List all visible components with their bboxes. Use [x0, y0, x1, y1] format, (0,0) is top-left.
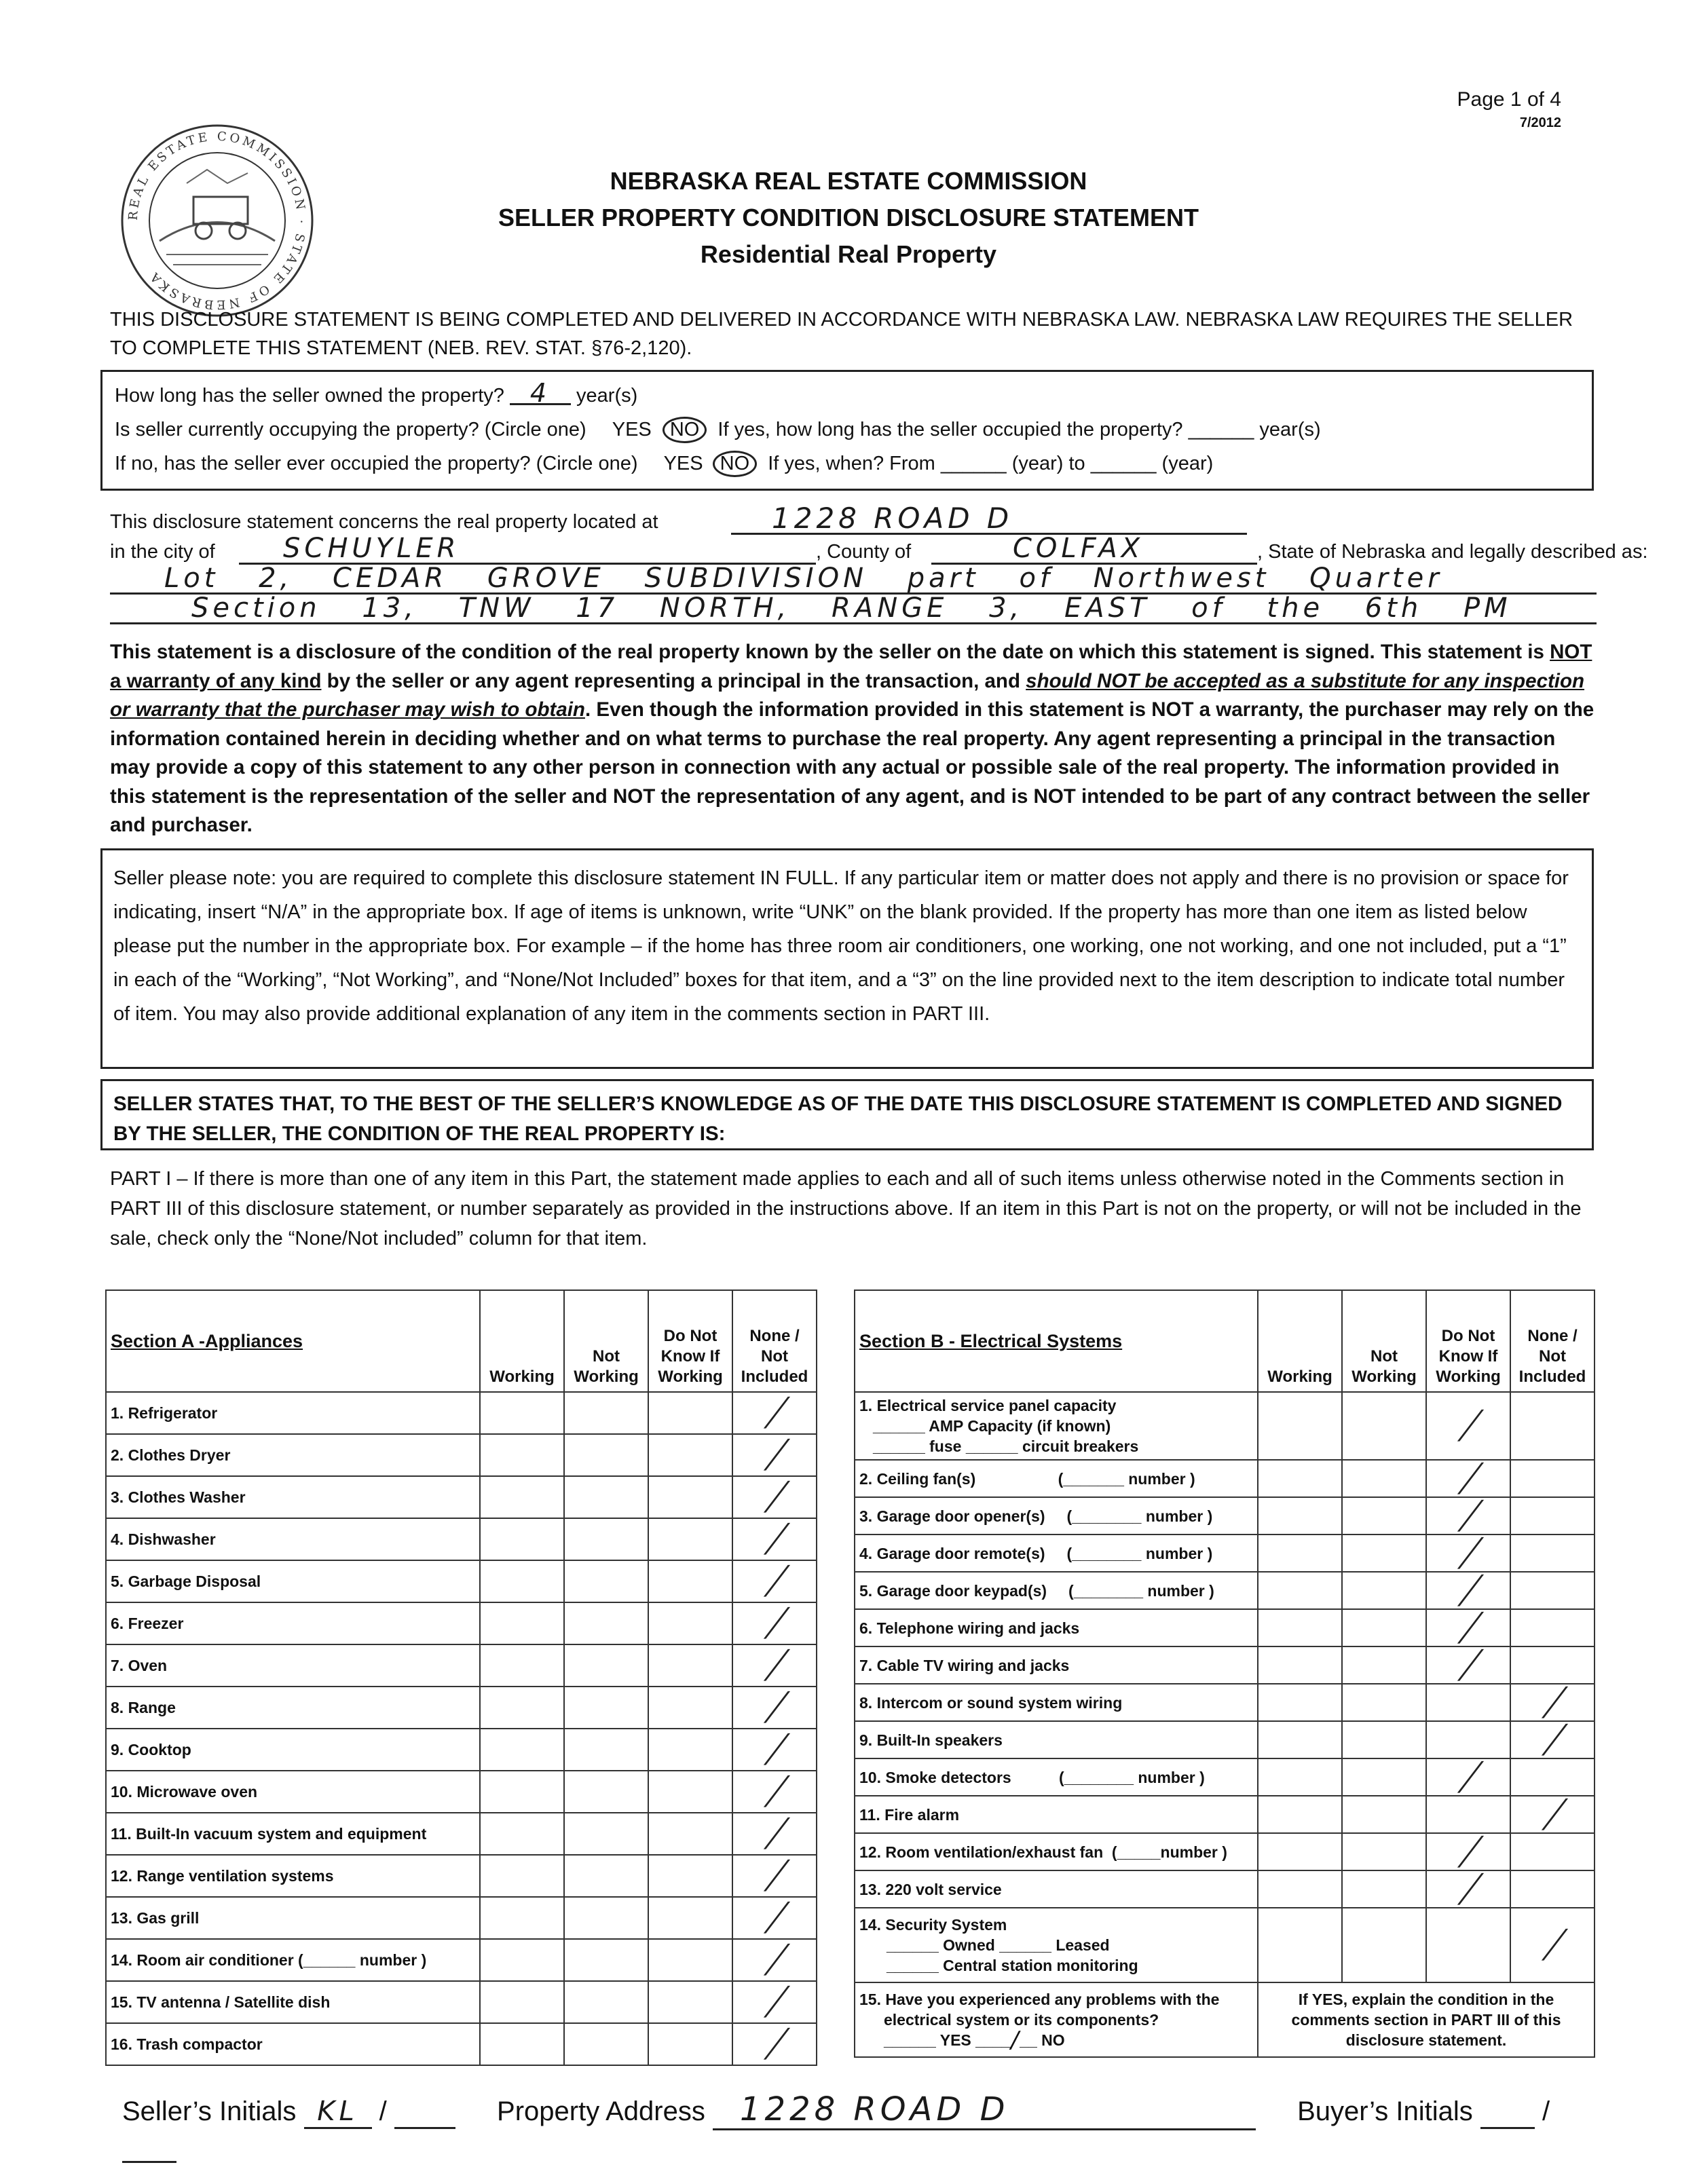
a-dont-know-cell[interactable] — [648, 1602, 732, 1644]
appliance-label: 1. Refrigerator — [106, 1392, 480, 1434]
a-working-cell[interactable] — [480, 1644, 564, 1687]
buyer-initials-label: Buyer’s Initials — [1297, 2096, 1473, 2126]
appliance-label: 12. Range ventilation systems — [106, 1855, 480, 1897]
address-field[interactable]: 1228 ROAD D — [772, 502, 1013, 535]
city-label: in the city of — [110, 541, 215, 563]
section-b-row — [855, 1833, 1595, 1870]
electrical-item-label: 9. Built-In speakers — [855, 1721, 1258, 1758]
b-not-working-cell[interactable] — [1342, 1870, 1426, 1908]
b-none-cell[interactable] — [1510, 1646, 1595, 1684]
disclosure-text-2: by the seller or any agent representing a principal in the transaction, and — [321, 669, 1026, 692]
appliance-label: 14. Room air conditioner (______ number ) — [106, 1939, 480, 1981]
b1-not-working-cell[interactable] — [1342, 1392, 1426, 1460]
section-b-row — [855, 1535, 1595, 1572]
a-dont-know-cell[interactable] — [648, 1644, 732, 1687]
b14-not-working-cell[interactable] — [1342, 1908, 1426, 1982]
security-system-label: 14. Security System — [859, 1916, 1007, 1934]
electrical-panel-label: 1. Electrical service panel capacity — [859, 1397, 1117, 1414]
security-system-field[interactable]: ______ Owned ______ Leased — [887, 1936, 1110, 1954]
a-dont-know-cell[interactable] — [648, 2023, 732, 2065]
security-system-item — [855, 1908, 1258, 1982]
b-dont-know-cell[interactable] — [1426, 1684, 1510, 1721]
b-none-cell[interactable]: ╱ — [1510, 1721, 1595, 1758]
section-b-row — [855, 1870, 1595, 1908]
seal-text: REAL ESTATE COMMISSION · STATE OF NEBRASKA — [126, 129, 309, 312]
b-dont-know-cell[interactable]: ╱ — [1426, 1535, 1510, 1572]
section-b-item-15-row — [855, 1982, 1595, 2057]
part-1-intro: PART I – If there is more than one of any item in this Part, the statement made applies to each and all of such items unless otherwise noted in the Comments section in PART III of this disclosure statement, or number separately as provided in the instructions above. If an item in this Part is not on the property, or will not be included in the sale, check only the “None/Not included” column for that item. — [110, 1168, 1582, 1249]
a-working-cell[interactable] — [480, 1560, 564, 1602]
section-a-row — [106, 1476, 817, 1518]
b-dont-know-cell[interactable]: ╱ — [1426, 1460, 1510, 1497]
a-dont-know-cell[interactable] — [648, 1897, 732, 1939]
b14-dont-know-cell[interactable] — [1426, 1908, 1510, 1982]
a-not-working-cell[interactable] — [564, 1729, 648, 1771]
a-none-cell[interactable]: ╱ — [732, 1392, 817, 1434]
appliance-label: 15. TV antenna / Satellite dish — [106, 1981, 480, 2023]
col-not-working-header: Not Working — [564, 1290, 648, 1392]
section-a-row — [106, 1518, 817, 1560]
a-not-working-cell[interactable] — [564, 1939, 648, 1981]
section-b-row — [855, 1572, 1595, 1609]
section-a-row — [106, 1981, 817, 2023]
a-not-working-cell[interactable] — [564, 1771, 648, 1813]
electrical-problems-answer[interactable]: ______ YES ____╱__ NO — [884, 2031, 1065, 2049]
form-subtitle: Residential Real Property — [700, 240, 997, 268]
section-b-item-14-row — [855, 1908, 1595, 1982]
b-working-cell[interactable] — [1258, 1796, 1342, 1833]
col-not-working-header: Not Working — [1342, 1290, 1426, 1392]
b-working-cell[interactable] — [1258, 1758, 1342, 1796]
section-b-row — [855, 1460, 1595, 1497]
b-not-working-cell[interactable] — [1342, 1497, 1426, 1535]
col-working-header: Working — [480, 1290, 564, 1392]
b-none-cell[interactable]: ╱ — [1510, 1796, 1595, 1833]
b-working-cell[interactable] — [1258, 1646, 1342, 1684]
b1-working-cell[interactable] — [1258, 1392, 1342, 1460]
a-dont-know-cell[interactable] — [648, 1939, 732, 1981]
fuse-breakers-field[interactable]: ______ fuse ______ circuit breakers — [873, 1437, 1139, 1455]
col-none-header: None / Not Included — [1510, 1290, 1595, 1392]
electrical-problems-note: If YES, explain the condition in the comments section in PART III of this disclosure statement. — [1258, 1982, 1595, 2057]
a-not-working-cell[interactable] — [564, 1602, 648, 1644]
seller-note-box — [100, 848, 1594, 1069]
a-not-working-cell[interactable] — [564, 1392, 648, 1434]
electrical-item-label: 12. Room ventilation/exhaust fan (_____number ) — [855, 1833, 1258, 1870]
electrical-item-label: 2. Ceiling fan(s) (_______ number ) — [855, 1460, 1258, 1497]
a-none-cell[interactable]: ╱ — [732, 1476, 817, 1518]
section-b-row — [855, 1497, 1595, 1535]
appliance-label: 9. Cooktop — [106, 1729, 480, 1771]
b-none-cell[interactable] — [1510, 1609, 1595, 1646]
a-not-working-cell[interactable] — [564, 1813, 648, 1855]
b-working-cell[interactable] — [1258, 1460, 1342, 1497]
b-working-cell[interactable] — [1258, 1497, 1342, 1535]
page-info — [1457, 88, 1561, 131]
a-none-cell[interactable]: ╱ — [732, 1687, 817, 1729]
a-not-working-cell[interactable] — [564, 1434, 648, 1476]
electrical-item-label: 3. Garage door opener(s) (________ number ) — [855, 1497, 1258, 1535]
b-working-cell[interactable] — [1258, 1535, 1342, 1572]
seller-note-text: Seller please note: you are required to complete this disclosure statement IN FULL. If any particular item or matter does not apply and there is no provision or space for indicating, insert “N/A” in the appropriate box. If age of items is unknown, write “UNK” on the blank provided. If the property has more than one item as listed below please put the number in the appropriate box. For example – if the home has three room air conditioners, one working, one not working, and one not included, put a “1” in each of the “Working”, “Not Working”, and “None/Not Included” boxes for that item, and a “3” on the line provided next to the item description to indicate total number of item. You may also provide additional explanation of any item in the comments section in PART III. — [113, 867, 1569, 1025]
b1-dont-know-cell[interactable]: ╱ — [1426, 1392, 1510, 1460]
electrical-item-label: 6. Telephone wiring and jacks — [855, 1609, 1258, 1646]
legal-description-line-2[interactable]: Section 13, TNW 17 NORTH, RANGE 3, EAST of the 6th PM — [191, 592, 1512, 624]
b-dont-know-cell[interactable]: ╱ — [1426, 1609, 1510, 1646]
a-not-working-cell[interactable] — [564, 1855, 648, 1897]
seller-initials-field-2[interactable] — [394, 2096, 455, 2129]
b-not-working-cell[interactable] — [1342, 1796, 1426, 1833]
a-working-cell[interactable] — [480, 1813, 564, 1855]
section-a-row — [106, 1687, 817, 1729]
a-working-cell[interactable] — [480, 1518, 564, 1560]
b-working-cell[interactable] — [1258, 1609, 1342, 1646]
section-a-row — [106, 2023, 817, 2065]
b14-working-cell[interactable] — [1258, 1908, 1342, 1982]
section-b-row — [855, 1609, 1595, 1646]
appliance-label: 5. Garbage Disposal — [106, 1560, 480, 1602]
b-working-cell[interactable] — [1258, 1721, 1342, 1758]
col-none-header: None / Not Included — [732, 1290, 817, 1392]
a-none-cell[interactable]: ╱ — [732, 1813, 817, 1855]
section-a-appliances-table — [105, 1289, 817, 2066]
appliance-label: 3. Clothes Washer — [106, 1476, 480, 1518]
b-none-cell[interactable] — [1510, 1460, 1595, 1497]
law-statement: THIS DISCLOSURE STATEMENT IS BEING COMPLETED AND DELIVERED IN ACCORDANCE WITH NEBRASKA LAW. NEBRASKA LAW REQUIRES THE SELLER TO COMPLETE THIS STATEMENT (NEB. REV. STAT. §76-2,120). — [110, 309, 1573, 359]
appliance-label: 4. Dishwasher — [106, 1518, 480, 1560]
section-a-row — [106, 1729, 817, 1771]
section-b-row — [855, 1796, 1595, 1833]
form-header — [0, 163, 1697, 273]
ever-occupied-no-option-circled[interactable]: NO — [713, 451, 758, 477]
a-none-cell[interactable]: ╱ — [732, 1981, 817, 2023]
appliance-label: 13. Gas grill — [106, 1897, 480, 1939]
page-footer: Seller’s Initials KL / Property Address 1228 ROAD D Buyer’s Initials / — [122, 2090, 1582, 2163]
section-a-row — [106, 1560, 817, 1602]
county-field[interactable]: COLFAX — [1013, 533, 1144, 564]
section-a-title: Section A -Appliances — [106, 1290, 480, 1392]
section-b-row — [855, 1721, 1595, 1758]
a-not-working-cell[interactable] — [564, 1981, 648, 2023]
electrical-item-label: 5. Garage door keypad(s) (________ number ) — [855, 1572, 1258, 1609]
a-none-cell[interactable]: ╱ — [732, 1518, 817, 1560]
occupying-no-option-circled[interactable]: NO — [663, 417, 707, 443]
a-none-cell[interactable]: ╱ — [732, 2023, 817, 2065]
b-dont-know-cell[interactable]: ╱ — [1426, 1646, 1510, 1684]
b-dont-know-cell[interactable]: ╱ — [1426, 1870, 1510, 1908]
a-not-working-cell[interactable] — [564, 2023, 648, 2065]
b-not-working-cell[interactable] — [1342, 1684, 1426, 1721]
electrical-item-label: 4. Garage door remote(s) (________ number ) — [855, 1535, 1258, 1572]
section-b-title: Section B - Electrical Systems — [855, 1290, 1258, 1392]
section-a-row — [106, 1392, 817, 1434]
a-working-cell[interactable] — [480, 1687, 564, 1729]
section-a-row — [106, 1855, 817, 1897]
a-none-cell[interactable]: ╱ — [732, 1434, 817, 1476]
col-working-header: Working — [1258, 1290, 1342, 1392]
a-dont-know-cell[interactable] — [648, 1729, 732, 1771]
amp-capacity-field[interactable]: ______ AMP Capacity (if known) — [873, 1417, 1111, 1435]
b-dont-know-cell[interactable]: ╱ — [1426, 1497, 1510, 1535]
property-address-field[interactable]: 1228 ROAD D — [713, 2090, 1256, 2130]
section-a-row — [106, 1813, 817, 1855]
a-working-cell[interactable] — [480, 1771, 564, 1813]
a-working-cell[interactable] — [480, 1939, 564, 1981]
a-dont-know-cell[interactable] — [648, 1813, 732, 1855]
b14-none-cell[interactable]: ╱ — [1510, 1908, 1595, 1982]
b-none-cell[interactable]: ╱ — [1510, 1684, 1595, 1721]
disclosure-text-3: . Even though the information provided in this statement is NOT a warranty, the purchaser may rely on the information contained herein in deciding whether and on what terms to purchase the real property. Any agent representing a principal in the transaction may provide a copy of this statement to any other person in connection with any actual or possible sale of the real property. The information provided in this statement is the representation of the seller and NOT the representation of any agent, and is NOT intended to be part of any contract between the seller and purchaser. — [110, 698, 1595, 836]
b-none-cell[interactable] — [1510, 1497, 1595, 1535]
form-title: SELLER PROPERTY CONDITION DISCLOSURE STATEMENT — [498, 204, 1199, 231]
electrical-item-label: 7. Cable TV wiring and jacks — [855, 1646, 1258, 1684]
b-working-cell[interactable] — [1258, 1833, 1342, 1870]
section-a-row — [106, 1644, 817, 1687]
b-none-cell[interactable] — [1510, 1535, 1595, 1572]
seller-initials-field[interactable]: KL — [304, 2096, 372, 2129]
occupying-yes-option[interactable]: YES — [612, 419, 652, 440]
a-dont-know-cell[interactable] — [648, 1560, 732, 1602]
section-a-row — [106, 1897, 817, 1939]
section-a-row — [106, 1939, 817, 1981]
b-not-working-cell[interactable] — [1342, 1758, 1426, 1796]
b-not-working-cell[interactable] — [1342, 1721, 1426, 1758]
a-working-cell[interactable] — [480, 1602, 564, 1644]
b-not-working-cell[interactable] — [1342, 1460, 1426, 1497]
a-working-cell[interactable] — [480, 2023, 564, 2065]
b-not-working-cell[interactable] — [1342, 1833, 1426, 1870]
a-not-working-cell[interactable] — [564, 1518, 648, 1560]
electrical-item-label: 11. Fire alarm — [855, 1796, 1258, 1833]
section-b-row — [855, 1684, 1595, 1721]
appliance-label: 11. Built-In vacuum system and equipment — [106, 1813, 480, 1855]
section-a-header-row — [106, 1290, 817, 1392]
buyer-initials-field-2[interactable] — [122, 2130, 176, 2163]
b-not-working-cell[interactable] — [1342, 1646, 1426, 1684]
appliance-label: 8. Range — [106, 1687, 480, 1729]
occupying-question — [115, 417, 1321, 443]
form-date: 7/2012 — [1519, 115, 1561, 130]
electrical-problems-label: electrical system or its components? — [884, 2011, 1159, 2029]
electrical-item-label: 13. 220 volt service — [855, 1870, 1258, 1908]
a-none-cell[interactable]: ╱ — [732, 1602, 817, 1644]
b-not-working-cell[interactable] — [1342, 1572, 1426, 1609]
occupying-label: Is seller currently occupying the property? (Circle one) — [115, 419, 586, 440]
section-b-row — [855, 1646, 1595, 1684]
a-none-cell[interactable]: ╱ — [732, 1855, 817, 1897]
b-none-cell[interactable] — [1510, 1758, 1595, 1796]
concerns-label: This disclosure statement concerns the real property located at — [110, 511, 658, 533]
a-dont-know-cell[interactable] — [648, 1392, 732, 1434]
a-dont-know-cell[interactable] — [648, 1476, 732, 1518]
owned-duration-unit: year(s) — [576, 385, 638, 407]
a-dont-know-cell[interactable] — [648, 1518, 732, 1560]
seller-initials-label: Seller’s Initials — [122, 2096, 297, 2126]
ever-occupied-when-text: If yes, when? From ______ (year) to ______ (year) — [768, 453, 1214, 474]
owned-duration-field[interactable]: 4 — [510, 383, 571, 405]
a-working-cell[interactable] — [480, 1855, 564, 1897]
b-dont-know-cell[interactable]: ╱ — [1426, 1833, 1510, 1870]
a-not-working-cell[interactable] — [564, 1644, 648, 1687]
appliance-label: 7. Oven — [106, 1644, 480, 1687]
appliance-label: 16. Trash compactor — [106, 2023, 480, 2065]
a-dont-know-cell[interactable] — [648, 1434, 732, 1476]
b-not-working-cell[interactable] — [1342, 1609, 1426, 1646]
b1-none-cell[interactable] — [1510, 1392, 1595, 1460]
a-working-cell[interactable] — [480, 1476, 564, 1518]
a-none-cell[interactable]: ╱ — [732, 1771, 817, 1813]
appliance-label: 10. Microwave oven — [106, 1771, 480, 1813]
electrical-item-label: 8. Intercom or sound system wiring — [855, 1684, 1258, 1721]
b-dont-know-cell[interactable]: ╱ — [1426, 1758, 1510, 1796]
ownership-box — [100, 370, 1594, 491]
occupying-duration-text: If yes, how long has the seller occupied the property? ______ year(s) — [717, 419, 1321, 440]
a-none-cell[interactable]: ╱ — [732, 1560, 817, 1602]
property-address-label: Property Address — [497, 2096, 705, 2126]
section-b-row — [855, 1758, 1595, 1796]
a-dont-know-cell[interactable] — [648, 1771, 732, 1813]
disclosure-paragraph — [110, 638, 1597, 840]
not-substitute-text: should NOT be accepted as a substitute for any inspection or warranty that the purchaser may wish to obtain — [110, 669, 1585, 721]
security-system-field[interactable]: ______ Central station monitoring — [887, 1957, 1138, 1974]
b-working-cell[interactable] — [1258, 1684, 1342, 1721]
section-a-row — [106, 1434, 817, 1476]
a-none-cell[interactable]: ╱ — [732, 1939, 817, 1981]
electrical-problems-question — [855, 1982, 1258, 2057]
b-working-cell[interactable] — [1258, 1572, 1342, 1609]
a-not-working-cell[interactable] — [564, 1560, 648, 1602]
a-not-working-cell[interactable] — [564, 1687, 648, 1729]
section-a-row — [106, 1771, 817, 1813]
a-dont-know-cell[interactable] — [648, 1855, 732, 1897]
electrical-panel-item — [855, 1392, 1258, 1460]
b-dont-know-cell[interactable] — [1426, 1796, 1510, 1833]
seller-states-text: SELLER STATES THAT, TO THE BEST OF THE SELLER’S KNOWLEDGE AS OF THE DATE THIS DISCLOSURE STATEMENT IS COMPLETED AND SIGNED BY THE SELLER, THE CONDITION OF THE REAL PROPERTY IS: — [113, 1093, 1563, 1145]
disclosure-text-1: This statement is a disclosure of the condition of the real property known by the seller on the date on which this statement is signed. This statement is — [110, 641, 1550, 663]
a-not-working-cell[interactable] — [564, 1897, 648, 1939]
state-label: , State of Nebraska and legally described as: — [1257, 541, 1648, 563]
a-working-cell[interactable] — [480, 1981, 564, 2023]
b-not-working-cell[interactable] — [1342, 1535, 1426, 1572]
a-working-cell[interactable] — [480, 1392, 564, 1434]
ever-occupied-question — [115, 451, 1213, 477]
section-b-item-1-row — [855, 1392, 1595, 1460]
appliance-label: 2. Clothes Dryer — [106, 1434, 480, 1476]
ever-occupied-yes-option[interactable]: YES — [663, 453, 703, 474]
a-dont-know-cell[interactable] — [648, 1687, 732, 1729]
electrical-problems-label: 15. Have you experienced any problems with the — [859, 1991, 1220, 2008]
a-not-working-cell[interactable] — [564, 1476, 648, 1518]
b-none-cell[interactable] — [1510, 1572, 1595, 1609]
owned-duration-question — [115, 378, 638, 408]
seller-states-box — [100, 1079, 1594, 1150]
commission-title: NEBRASKA REAL ESTATE COMMISSION — [610, 167, 1087, 195]
appliance-label: 6. Freezer — [106, 1602, 480, 1644]
legal-description-line-1[interactable]: Lot 2, CEDAR GROVE SUBDIVISION part of Northwest Quarter — [164, 563, 1443, 594]
section-b-electrical-table — [854, 1289, 1595, 2058]
city-field[interactable]: SCHUYLER — [283, 533, 460, 564]
not-warranty-text: NOT a warranty of any kind — [110, 641, 1592, 692]
b-dont-know-cell[interactable] — [1426, 1721, 1510, 1758]
county-label: , County of — [816, 541, 912, 563]
a-dont-know-cell[interactable] — [648, 1981, 732, 2023]
owned-duration-label: How long has the seller owned the property? — [115, 385, 504, 407]
a-none-cell[interactable]: ╱ — [732, 1897, 817, 1939]
b-none-cell[interactable] — [1510, 1870, 1595, 1908]
page-number: Page 1 of 4 — [1457, 88, 1561, 111]
electrical-item-label: 10. Smoke detectors (________ number ) — [855, 1758, 1258, 1796]
a-working-cell[interactable] — [480, 1897, 564, 1939]
a-working-cell[interactable] — [480, 1729, 564, 1771]
b-dont-know-cell[interactable]: ╱ — [1426, 1572, 1510, 1609]
b-none-cell[interactable] — [1510, 1833, 1595, 1870]
ever-occupied-label: If no, has the seller ever occupied the property? (Circle one) — [115, 453, 638, 474]
a-none-cell[interactable]: ╱ — [732, 1729, 817, 1771]
col-dont-know-header: Do Not Know If Working — [1426, 1290, 1510, 1392]
a-none-cell[interactable]: ╱ — [732, 1644, 817, 1687]
a-working-cell[interactable] — [480, 1434, 564, 1476]
section-a-row — [106, 1602, 817, 1644]
buyer-initials-field[interactable] — [1480, 2096, 1535, 2129]
section-b-header-row — [855, 1290, 1595, 1392]
b-working-cell[interactable] — [1258, 1870, 1342, 1908]
col-dont-know-header: Do Not Know If Working — [648, 1290, 732, 1392]
